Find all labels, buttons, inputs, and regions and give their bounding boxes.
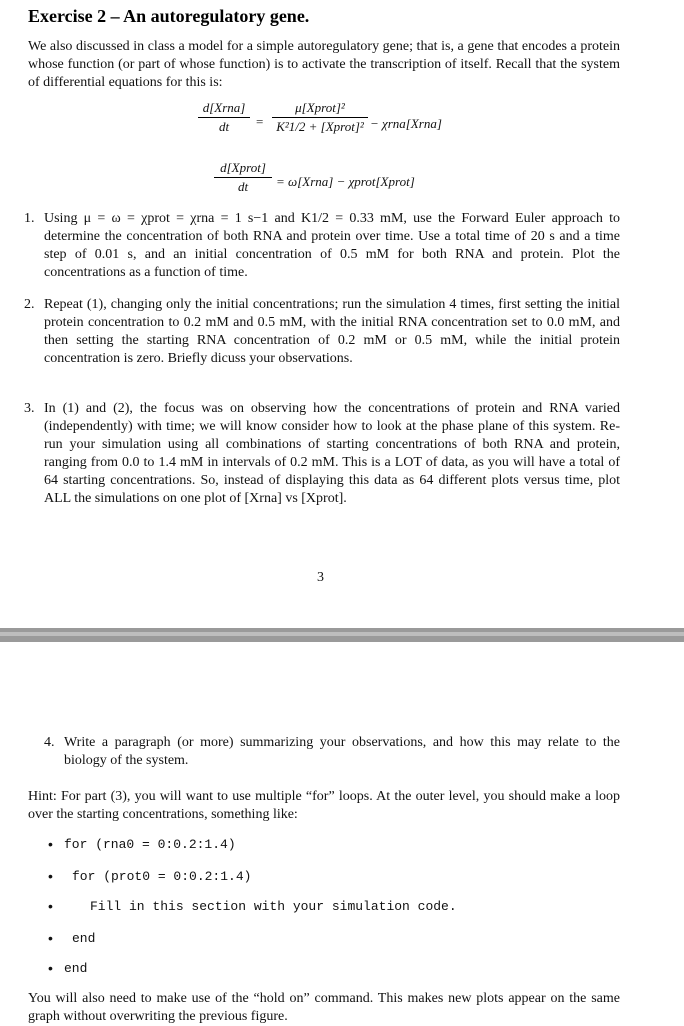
list-item-3: [24, 400, 620, 508]
code-line-3: Fill in this section with your simulation code.: [90, 899, 457, 914]
eq1-lhs-denominator: dt: [218, 119, 230, 134]
list-item-2: [24, 296, 620, 368]
bullet-icon: •: [48, 898, 53, 914]
bullet-icon: •: [48, 930, 53, 946]
page-two: [0, 642, 684, 1024]
bullet-icon: •: [48, 868, 53, 884]
code-line-5: end: [64, 961, 88, 976]
eq1-tail: − χrna[Xrna]: [370, 116, 442, 131]
list-item-number: 3.: [24, 401, 35, 416]
list-item-number: 2.: [24, 297, 35, 312]
code-line-4: end: [72, 931, 96, 946]
closing-paragraph: You will also need to make use of the “hold on” command. This makes new plots appear on the same graph without overwriting the previous figure.: [28, 991, 620, 1024]
eq2-lhs-denominator: dt: [237, 179, 249, 194]
list-item-text: Using μ = ω = χprot = χrna = 1 s−1 and K1/2 = 0.33 mM, use the Forward Euler approach to determine the concentration of both RNA and protein over time. Use a total time of 20 s and a time step of 0.01 s, and an initial concentration of 0.5 mM for both RNA and protein. Plot the concentrations as a function of time.: [44, 211, 620, 280]
code-line-2: for (prot0 = 0:0.2:1.4): [72, 869, 252, 884]
page-separator-highlight: [0, 632, 684, 636]
list-item-number: 4.: [44, 735, 55, 750]
list-item-4: [44, 734, 620, 770]
hint-paragraph: Hint: For part (3), you will want to use multiple “for” loops. At the outer level, you should make a loop over the starting concentrations, something like:: [28, 789, 620, 822]
list-item-text: Write a paragraph (or more) summarizing your observations, and how this may relate to the biology of the system.: [64, 735, 620, 768]
list-item-number: 1.: [24, 211, 35, 226]
eq1-lhs-numerator: d[Xrna]: [202, 100, 246, 115]
eq2-lhs-fraction: [214, 160, 272, 195]
bullet-icon: •: [48, 960, 53, 976]
eq2-rhs: = ω[Xrna] − χprot[Xprot]: [276, 174, 415, 189]
list-item-text: Repeat (1), changing only the initial concentrations; run the simulation 4 times, first setting the initial protein concentration to 0.2 mM and 0.5 mM, with the initial RNA concentration set to 0.0 mM, and then setting the starting RNA concentration of 0.2 mM or 0.5 mM, while the initial protein concentration is zero. Briefly dicuss your observations.: [44, 297, 620, 366]
list-item-1: [24, 210, 620, 282]
list-item-text: In (1) and (2), the focus was on observing how the concentrations of protein and RNA varied (independently) with time; we will know consider how to look at the phase plane of this system. Re-run your simulation using all combinations of starting concentrations of both RNA and protein, ranging from 0.0 to 1.4 mM in intervals of 0.2 mM. This is a LOT of data, as you will have a total of 64 starting concentrations. So, instead of displaying this data as 64 different plots versus time, plot ALL the simulations on one plot of [Xrna] vs [Xprot].: [44, 401, 620, 506]
intro-paragraph: We also discussed in class a model for a simple autoregulatory gene; that is, a gene that encodes a protein whose function (or part of whose function) is to activate the transcription of itself. Recall that the system of differential equations for this is:: [28, 39, 620, 90]
eq1-equals: =: [256, 114, 264, 129]
eq1-rhs-fraction: [272, 100, 368, 135]
eq1-rhs-denominator: K²1/2 + [Xprot]²: [276, 119, 364, 134]
code-line-1: for (rna0 = 0:0.2:1.4): [64, 837, 236, 852]
page-number: 3: [317, 570, 324, 585]
bullet-icon: •: [48, 836, 53, 852]
eq1-lhs-fraction: [198, 100, 250, 135]
eq2-lhs-numerator: d[Xprot]: [220, 160, 266, 175]
exercise-heading: Exercise 2 – An autoregulatory gene.: [28, 6, 310, 26]
eq1-rhs-numerator: μ[Xprot]²: [295, 100, 345, 115]
